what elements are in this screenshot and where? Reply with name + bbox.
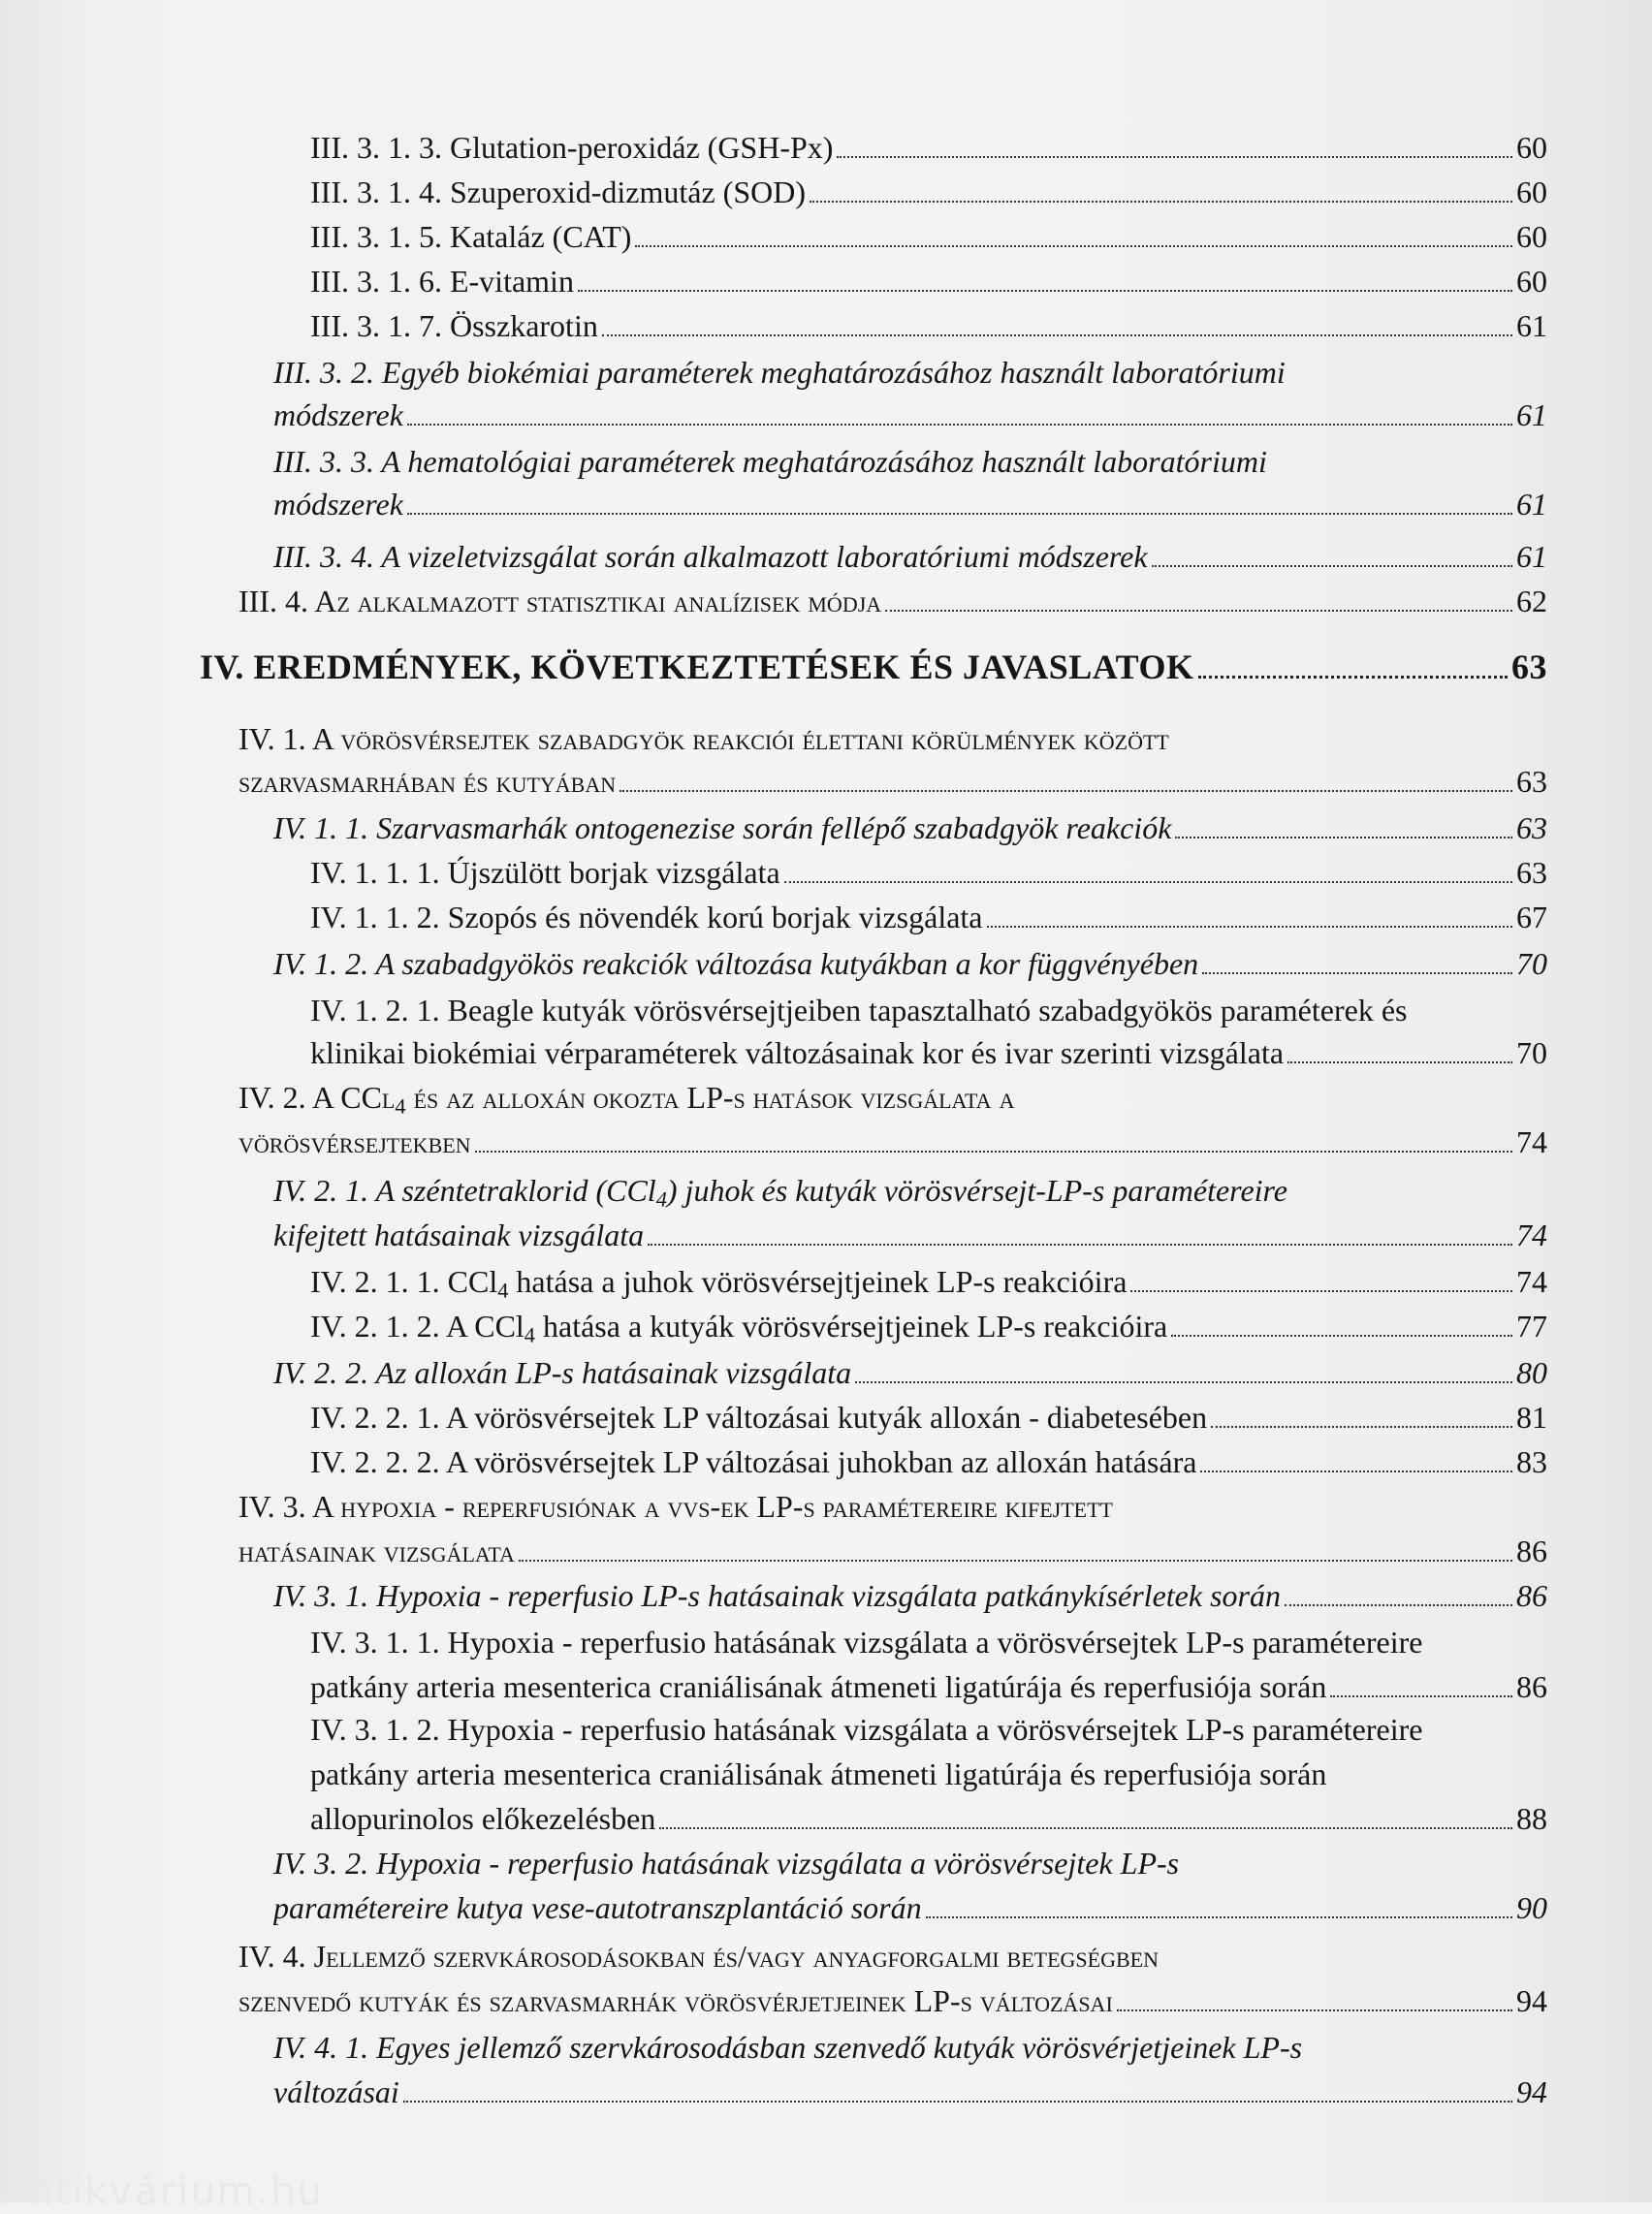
toc-entry [310,260,1547,304]
leader-dots [403,2101,1512,2103]
leader-dots [1130,1290,1512,1292]
leader-dots [407,424,1512,426]
toc-entry-text: IV. 2. 1. 1. CCl$_4$ hatása a juhok vörösvérsejtjeinek LP-s reakcióira [310,1264,1128,1303]
leader-dots [620,790,1512,792]
toc-entry [310,851,1547,896]
leader-dots [926,1916,1512,1918]
toc-entry-text: IV. EREDMÉNYEK, KÖVETKEZTETÉSEK ÉS JAVASLATOK [200,648,1194,686]
toc-entry [273,440,1547,525]
toc-entry [238,1935,1547,2024]
leader-dots [1287,1061,1512,1063]
toc-entry-text: szenvedő kutyák és szarvasmarhák vörösvérjetjeinek LP-s változásai [238,1983,1113,2018]
page-number: 81 [1516,1400,1547,1435]
leader-dots [519,1560,1512,1562]
leader-dots [1200,1471,1512,1472]
page-number: 86 [1516,1669,1547,1704]
toc-entry-text: IV. 1. 1. Szarvasmarhák ontogenezise során fellépő szabadgyök reakciók [273,810,1172,845]
toc-entry [310,1621,1547,1710]
toc-entry-text: IV. 3. 2. Hypoxia - reperfusio hatásának vizsgálata a vörösvérsejtek LP-s [273,1846,1180,1881]
toc-entry-text: szarvasmarhában és kutyában [238,764,617,799]
leader-dots [885,610,1512,612]
page-number: 61 [1516,308,1547,343]
toc-entry [310,215,1547,260]
toc-entry-text: III. 3. 2. Egyéb biokémiai paraméterek meghatározásához használt laboratóriumi [273,355,1286,390]
toc-entry-text: IV. 1. 1. 2. Szopós és növendék korú borjak vizsgálata [310,900,983,934]
toc-entry-text: III. 3. 1. 7. Összkarotin [310,308,598,343]
leader-dots [635,245,1512,247]
leader-dots [407,513,1512,515]
page-number: 60 [1516,219,1547,254]
leader-dots [1211,1426,1512,1428]
toc-entry-text: IV. 1. 2. 1. Beagle kutyák vörösvérsejtjeiben tapasztalható szabadgyökös paraméterek és [310,993,1408,1028]
page-number: 63 [1511,648,1547,686]
toc-entry-text: IV. 3. A hypoxia - reperfusiónak a vvs-ek LP-s paramétereire kifejtett [238,1489,1113,1524]
page-number: 86 [1516,1534,1547,1568]
toc-entry-text: III. 3. 3. A hematológiai paraméterek meghatározásához használt laboratóriumi [273,444,1267,479]
toc-entry-text: IV. 1. A vörösvérsejtek szabadgyök reakciói élettani körülmények között [238,721,1169,756]
toc-entry-text: módszerek [273,487,403,522]
leader-dots [1117,2009,1512,2011]
page-number: 86 [1516,1578,1547,1613]
leader-dots [1330,1695,1512,1697]
toc-entry [310,171,1547,215]
leader-dots [659,1827,1512,1829]
toc-entry-text: IV. 2. A CCl$_4$ és az alloxán okozta LP-s hatások vizsgálata a [238,1080,1015,1119]
toc-entry [238,1485,1547,1574]
toc-entry-text: IV. 1. 2. A szabadgyökös reakciók változása kutyákban a kor függvényében [273,946,1199,981]
toc-entry [200,646,1547,690]
leader-dots [648,1244,1512,1246]
toc-entry [273,351,1547,436]
page-number: 94 [1516,1983,1547,2018]
toc-entry-text: IV. 1. 1. 1. Újszülött borjak vizsgálata [310,855,780,890]
toc-entry [238,1076,1547,1165]
leader-dots [1285,1604,1512,1606]
toc-entry [310,1305,1547,1349]
page-number: 70 [1516,1035,1547,1070]
toc-entry-text: IV. 2. 2. Az alloxán LP-s hatásainak vizsgálata [273,1355,852,1390]
toc-entry-text: paramétereire kutya vese-autotranszplantáció során [273,1890,922,1925]
page-number: 77 [1516,1309,1547,1344]
toc-entry [273,807,1547,851]
toc-entry [310,304,1547,349]
leader-dots [1198,676,1509,679]
toc-entry-text: III. 4. Az alkalmazott statisztikai analízisek módja [238,584,882,618]
toc-entry [310,1708,1547,1842]
leader-dots [810,201,1512,203]
toc-entry-text: IV. 3. 1. 1. Hypoxia - reperfusio hatásának vizsgálata a vörösvérsejtek LP-s paramétereire [310,1625,1423,1660]
toc-entry-text: IV. 3. 1. 2. Hypoxia - reperfusio hatásának vizsgálata a vörösvérsejtek LP-s paramétereire [310,1712,1423,1747]
page-number: 70 [1516,946,1547,981]
leader-dots [837,156,1512,158]
toc-entry-text: IV. 2. 2. 1. A vörösvérsejtek LP változásai kutyák alloxán - diabetesében [310,1400,1208,1435]
toc-entry [310,1396,1547,1440]
toc-entry-text: IV. 2. 2. 2. A vörösvérsejtek LP változásai juhokban az alloxán hatására [310,1444,1197,1479]
leader-dots [855,1381,1512,1383]
toc-entry [310,1260,1547,1305]
toc-entry [238,717,1547,803]
toc-entry [310,896,1547,940]
toc-entry-text: IV. 4. 1. Egyes jellemző szervkárosodásban szenvedő kutyák vörösvérjetjeinek LP-s [273,2030,1303,2065]
leader-dots [1171,1335,1512,1337]
page-number: 90 [1516,1890,1547,1925]
toc-entry-text: vörösvérsejtekben [238,1124,471,1159]
page-number: 62 [1516,584,1547,618]
leader-dots [578,290,1512,292]
leader-dots [784,881,1512,883]
toc-entry [310,126,1547,171]
page-number: 60 [1516,174,1547,209]
toc-entry-text: IV. 4. Jellemző szervkárosodásokban és/vagy anyagforgalmi betegségben [238,1939,1159,1974]
toc-entry-text: kifejtett hatásainak vizsgálata [273,1218,645,1252]
toc-entry-text: IV. 3. 1. Hypoxia - reperfusio LP-s hatásainak vizsgálata patkánykísérletek során [273,1578,1281,1613]
toc-entry-text: III. 3. 1. 4. Szuperoxid-dizmutáz (SOD) [310,174,806,209]
leader-dots [1152,565,1512,567]
page-number: 67 [1516,900,1547,934]
toc-entry-text: III. 3. 1. 3. Glutation-peroxidáz (GSH-Px) [310,130,834,165]
page-number: 83 [1516,1444,1547,1479]
page-number: 61 [1516,487,1547,522]
toc-entry-text: III. 3. 4. A vizeletvizsgálat során alkalmazott laboratóriumi módszerek [273,539,1148,574]
toc-entry-text: patkány arteria mesenterica craniálisának átmeneti ligatúrája és reperfusiója során [310,1756,1327,1791]
page-number: 60 [1516,264,1547,299]
leader-dots [1175,837,1512,838]
page-number: 94 [1516,2074,1547,2109]
toc-entry [238,580,1547,624]
page-number: 88 [1516,1801,1547,1836]
toc-entry [273,942,1547,987]
page-number: 63 [1516,855,1547,890]
leader-dots [602,334,1512,336]
toc-entry-text: módszerek [273,397,403,432]
leader-dots [987,926,1513,928]
toc-entry-text: patkány arteria mesenterica craniálisának átmeneti ligatúrája és reperfusiója során [310,1669,1327,1704]
toc-entry-text: IV. 2. 1. 2. A CCl$_4$ hatása a kutyák vörösvérsejtjeinek LP-s reakcióira [310,1309,1168,1347]
leader-dots [1202,972,1512,974]
toc-entry-text: III. 3. 1. 5. Kataláz (CAT) [310,219,632,254]
page-number: 61 [1516,397,1547,432]
page-number: 74 [1516,1218,1547,1252]
toc-entry-text: hatásainak vizsgálata [238,1534,515,1568]
page-number: 63 [1516,810,1547,845]
page-number: 74 [1516,1264,1547,1299]
toc-entry-text: allopurinolos előkezelésben [310,1801,656,1836]
toc-entry [273,1842,1547,1931]
toc-entry [273,2026,1547,2115]
toc-entry [273,1351,1547,1396]
watermark: Antikvárium.hu [0,2169,325,2214]
toc-entry-text: IV. 2. 1. A széntetraklorid (CCl$_4$) juhok és kutyák vörösvérsejt-LP-s paramétereire [273,1173,1287,1212]
toc-entry-text: változásai [273,2074,399,2109]
page-number: 63 [1516,764,1547,799]
leader-dots [475,1151,1512,1153]
page-number: 80 [1516,1355,1547,1390]
page-number: 74 [1516,1124,1547,1159]
page-number: 61 [1516,539,1547,574]
toc-entry-text: klinikai biokémiai vérparaméterek változásainak kor és ivar szerinti vizsgálata [310,1035,1285,1070]
toc-entry [310,989,1547,1074]
toc-entry [273,1169,1547,1258]
toc-entry-text: III. 3. 1. 6. E-vitamin [310,264,574,299]
toc-entry [273,1574,1547,1619]
toc-entry [310,1440,1547,1485]
toc-entry [273,535,1547,580]
page-number: 60 [1516,130,1547,165]
